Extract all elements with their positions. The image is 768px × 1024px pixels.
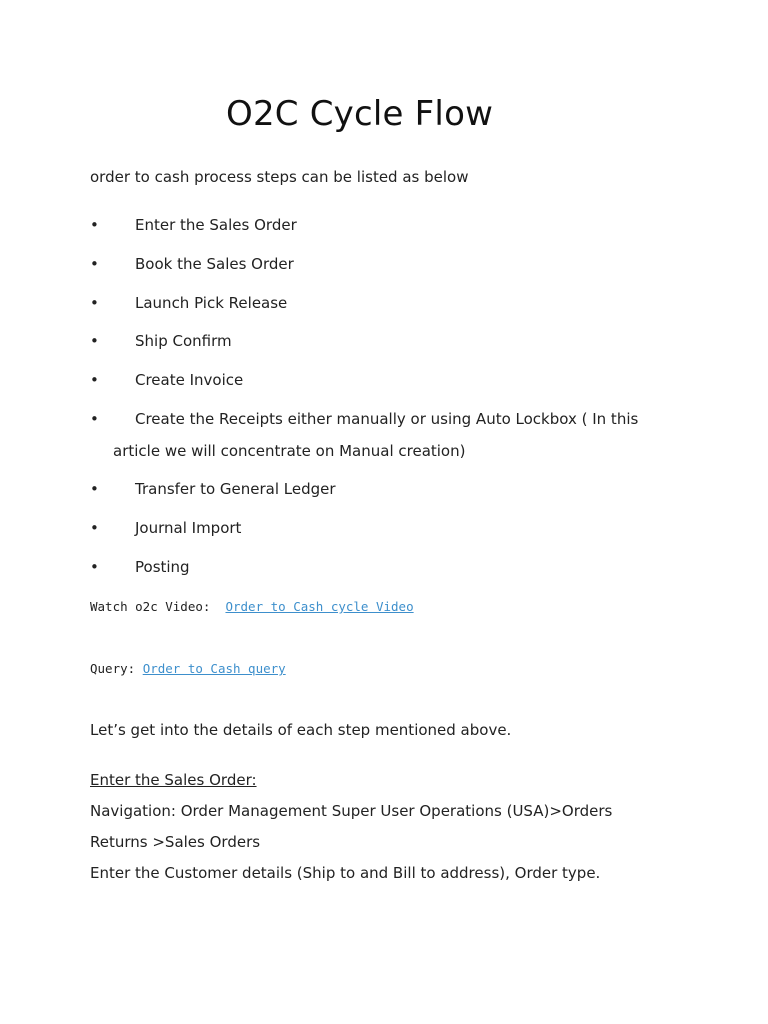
bullet-icon: •: [90, 371, 99, 389]
step-continuation-text: article we will concentrate on Manual creation): [113, 442, 466, 460]
bullet-icon: •: [90, 294, 99, 312]
video-line: [90, 599, 414, 614]
step-text: Posting: [135, 558, 190, 576]
step-text: Book the Sales Order: [135, 255, 294, 273]
step-text: Create the Receipts either manually or using Auto Lockbox ( In this: [135, 410, 639, 428]
step-text: Journal Import: [135, 519, 242, 537]
navigation-text-continued: Returns >Sales Orders: [90, 833, 261, 851]
step-text: Transfer to General Ledger: [135, 480, 336, 498]
step-text: Create Invoice: [135, 371, 244, 389]
details-intro-text: Let’s get into the details of each step mentioned above.: [90, 721, 512, 739]
section-heading: Enter the Sales Order:: [90, 771, 257, 789]
document-title: O2C Cycle Flow: [226, 94, 494, 134]
query-link[interactable]: Order to Cash query: [142, 661, 286, 676]
bullet-icon: •: [90, 558, 99, 576]
bullet-icon: •: [90, 480, 99, 498]
step-text: Ship Confirm: [135, 332, 232, 350]
bullet-icon: •: [90, 332, 99, 350]
customer-details-text: Enter the Customer details (Ship to and Bill to address), Order type.: [90, 864, 601, 882]
video-label: Watch o2c Video:: [90, 599, 226, 614]
step-text: Launch Pick Release: [135, 294, 288, 312]
bullet-icon: •: [90, 519, 99, 537]
query-line: [90, 661, 286, 676]
navigation-text: Navigation: Order Management Super User Operations (USA)>Orders: [90, 802, 613, 820]
bullet-icon: •: [90, 216, 99, 234]
bullet-icon: •: [90, 255, 99, 273]
step-text: Enter the Sales Order: [135, 216, 297, 234]
intro-text: order to cash process steps can be listed as below: [90, 168, 469, 186]
video-link[interactable]: Order to Cash cycle Video: [225, 599, 414, 614]
bullet-icon: •: [90, 410, 99, 428]
query-label: Query:: [90, 661, 143, 676]
